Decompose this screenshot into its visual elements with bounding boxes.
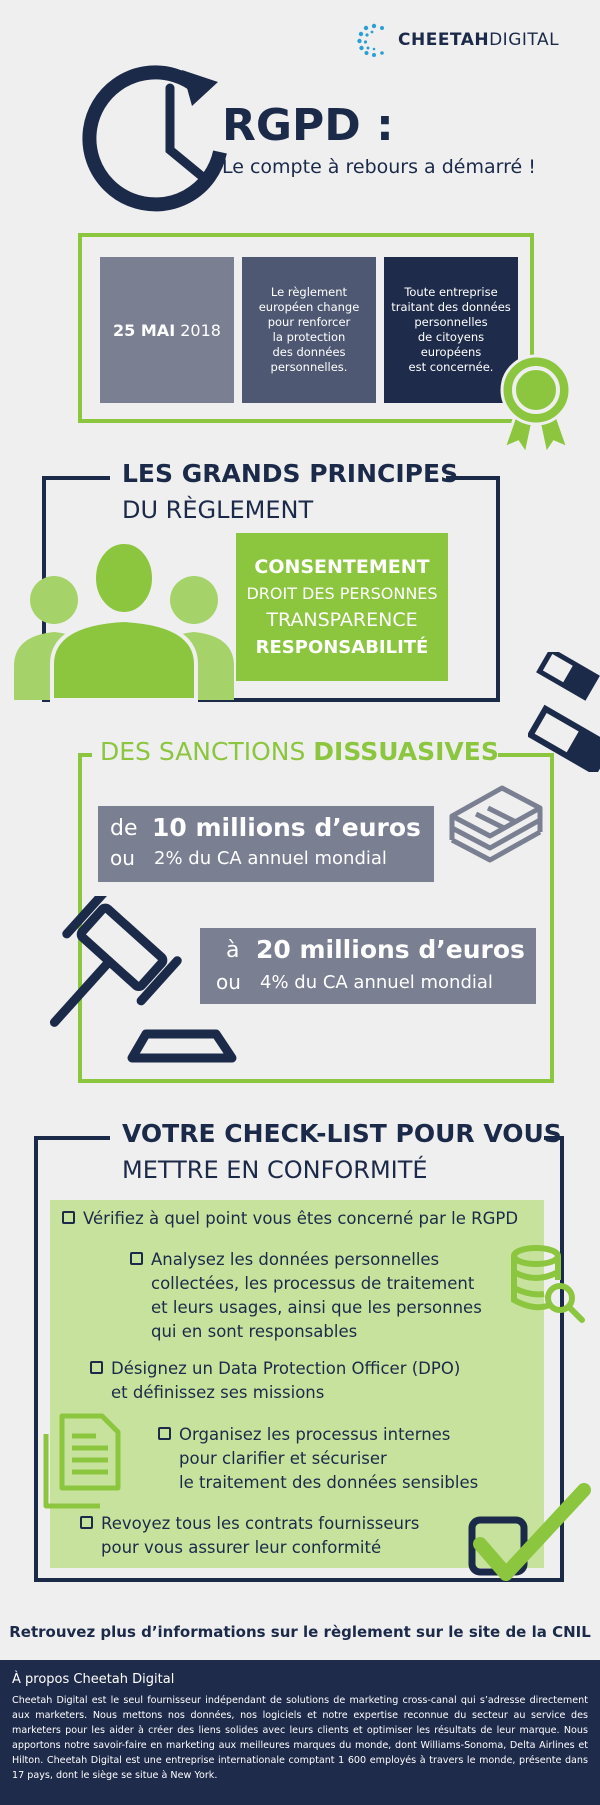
cnil-note: Retrouvez plus d’informations sur le règlement sur le site de la CNIL	[9, 1623, 591, 1641]
brand-name-light: DIGITAL	[489, 30, 560, 50]
checklist-text: pour vous assurer leur conformité	[101, 1538, 382, 1557]
sanction-min-pre1: de	[110, 816, 138, 841]
checklist-text: Revoyez tous les contrats fournisseurs	[101, 1514, 420, 1533]
checkbox[interactable]	[90, 1361, 103, 1374]
checklist-item-1[interactable]	[62, 1207, 518, 1231]
box2-line: Le règlement	[270, 285, 348, 299]
footer	[0, 1660, 600, 1805]
sanctions-title-light: DES SANCTIONS	[100, 737, 314, 766]
principles-subtitle: DU RÈGLEMENT	[122, 496, 314, 524]
checklist-text: Désignez un Data Protection Officer (DPO)	[111, 1359, 461, 1378]
date-year: 2018	[175, 320, 221, 340]
checklist-text: Vérifiez à quel point vous êtes concerné par le RGPD	[83, 1209, 519, 1228]
sanction-max	[200, 928, 536, 1004]
checklist-text: qui en sont responsables	[151, 1322, 358, 1341]
principle-rights: DROIT DES PERSONNES	[246, 584, 438, 603]
principle-transparency: TRANSPARENCE	[266, 609, 418, 631]
checklist-text: Organisez les processus internes	[179, 1425, 451, 1444]
award-ribbon-icon	[496, 350, 576, 456]
gavel-icon	[36, 896, 246, 1064]
sanction-min-pre2: ou	[110, 846, 135, 870]
box3-line: européens	[420, 345, 482, 359]
checklist-subtitle: METTRE EN CONFORMITÉ	[122, 1156, 428, 1184]
box3-line: de citoyens	[417, 330, 485, 344]
checklist-text: et leurs usages, ainsi que les personnes	[151, 1298, 482, 1317]
box2-line: des données	[272, 345, 346, 359]
box3-line: est concernée.	[408, 360, 494, 374]
sanctions-title-bold: DISSUASIVES	[313, 737, 499, 766]
checkbox[interactable]	[130, 1252, 143, 1265]
sanction-max-alt: 4% du CA annuel mondial	[260, 972, 493, 993]
checklist-item-2[interactable]	[130, 1248, 482, 1344]
database-search-icon	[508, 1244, 588, 1324]
checkbox[interactable]	[158, 1427, 171, 1440]
frame-line	[78, 753, 92, 757]
footer-text: Cheetah Digital est le seul fournisseur indépendant de solutions de marketing cross-canal qui s’adresse directement aux marketers. Nous mettons nos données, nos logiciels et notre expertise reconnue du secteur au service des marketers pour les aider à créer des liens solides avec leurs clients et optimiser les résultats de leur marque. Nous apportons notre savoir-faire en marketing aux meilleures marques du monde, dont Williams-Sonoma, Delta Airlines et Hilton. Cheetah Digital est une entreprise internationale comptant 1 600 employés à travers le monde, présente dans 17 pays, dont le siège se situe à New York.	[12, 1695, 588, 1781]
checklist-text: pour clarifier et sécuriser	[179, 1449, 387, 1468]
checklist-text: Analysez les données personnelles	[151, 1250, 440, 1269]
documents-icon	[38, 1412, 128, 1512]
checkbox[interactable]	[80, 1516, 93, 1529]
principles-list	[236, 533, 448, 681]
box2-line: personnelles.	[270, 360, 348, 374]
principles-title: LES GRANDS PRINCIPES	[122, 459, 459, 488]
checklist-text: le traitement des données sensibles	[179, 1473, 479, 1492]
box3-line: personnelles	[414, 315, 488, 329]
sanction-max-amount: 20 millions d’euros	[256, 935, 525, 964]
brand-logo	[356, 18, 576, 62]
sanction-max-pre2: ou	[216, 970, 241, 994]
checklist-item-4[interactable]	[158, 1423, 478, 1495]
sanctions-title	[100, 737, 499, 766]
checklist-item-5[interactable]	[80, 1512, 419, 1560]
big-checkmark-icon	[466, 1482, 592, 1586]
box3-line: Toute entreprise	[404, 285, 498, 299]
box2-line: pour renforcer	[267, 315, 351, 329]
footer-title: À propos Cheetah Digital	[12, 1672, 175, 1687]
frame-line	[34, 1136, 110, 1140]
checklist-text: et définissez ses missions	[111, 1383, 325, 1402]
date-box	[100, 257, 234, 403]
date-day: 25 MAI	[113, 320, 176, 340]
hero-subtitle: Le compte à rebours a démarré !	[222, 156, 536, 178]
sanction-max-pre1: à	[226, 938, 240, 963]
frame-line	[42, 476, 110, 480]
hero-title: RGPD :	[222, 100, 394, 151]
sanction-min	[98, 806, 434, 882]
sanction-min-alt: 2% du CA annuel mondial	[154, 848, 387, 869]
regulation-change-box	[242, 257, 376, 403]
principle-consent: CONSENTEMENT	[254, 556, 430, 578]
box2-line: européen change	[258, 300, 360, 314]
checklist-title: VOTRE CHECK-LIST POUR VOUS	[122, 1119, 562, 1148]
people-group-icon	[12, 540, 238, 702]
box2-line: la protection	[272, 330, 346, 344]
box3-line: traitant des données	[391, 300, 511, 314]
countdown-clock-icon	[78, 60, 238, 220]
checklist-item-3[interactable]	[90, 1357, 460, 1405]
principle-responsibility: RESPONSABILITÉ	[255, 637, 429, 658]
checklist-text: collectées, les processus de traitement	[151, 1274, 475, 1293]
frame-line	[498, 753, 554, 757]
money-stack-icon	[446, 778, 546, 868]
cheetah-logo-icon	[356, 22, 392, 58]
checkbox[interactable]	[62, 1211, 75, 1224]
brand-name-bold: CHEETAH	[398, 30, 490, 50]
sanction-min-amount: 10 millions d’euros	[152, 813, 421, 842]
